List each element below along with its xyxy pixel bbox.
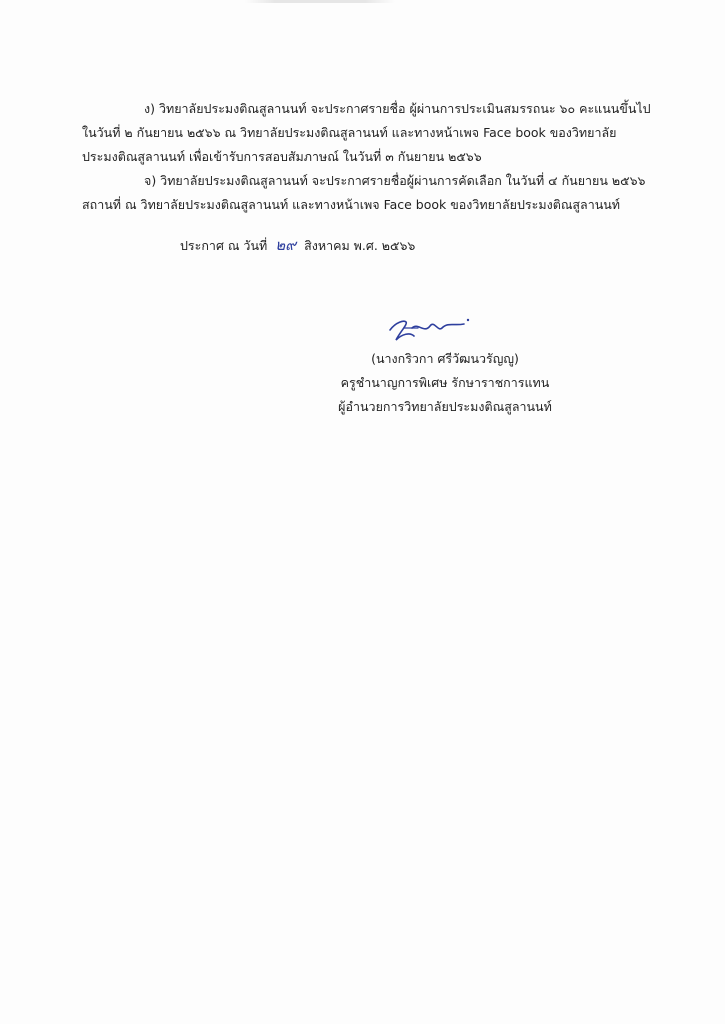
announcement-body [82, 97, 651, 217]
announcement-date [180, 233, 415, 258]
announcement-date-suffix: สิงหาคม พ.ศ. ๒๕๖๖ [304, 238, 416, 253]
handwritten-day: ๒๙ [275, 236, 297, 254]
paragraph-e-line-2: สถานที่ ณ วิทยาลัยประมงติณสูลานนท์ และทางหน้าเพจ Face book ของวิทยาลัยประมงติณสูลานนท์ [82, 197, 621, 212]
signer-position: ครูชำนาญการพิเศษ รักษาราชการแทน [340, 375, 550, 390]
paragraph-d-line-1: ง) วิทยาลัยประมงติณสูลานนท์ จะประกาศรายชื่อ ผู้ผ่านการประเมินสมรรถนะ ๖๐ คะแนนขึ้นไป [144, 101, 651, 116]
signer-block [300, 347, 590, 419]
paragraph-e-line-1: จ) วิทยาลัยประมงติณสูลานนท์ จะประกาศรายชื่อผู้ผ่านการคัดเลือก ในวันที่ ๔ กันยายน ๒๕๖๖ [144, 173, 646, 188]
signer-title: ผู้อำนวยการวิทยาลัยประมงติณสูลานนท์ [338, 399, 552, 414]
scan-artifact [245, 0, 395, 3]
paragraph-d-line-3: ประมงติณสูลานนท์ เพื่อเข้ารับการสอบสัมภาษณ์ ในวันที่ ๓ กันยายน ๒๕๖๖ [82, 149, 482, 164]
announcement-date-prefix: ประกาศ ณ วันที่ [180, 238, 268, 253]
signer-name: (นางกริวกา ศรีวัฒนวรัญญู) [371, 351, 519, 366]
signature-icon [384, 308, 474, 348]
paragraph-d-line-2: ในวันที่ ๒ กันยายน ๒๕๖๖ ณ วิทยาลัยประมงติณสูลานนท์ และทางหน้าเพจ Face book ของวิทยาลัย [82, 125, 617, 140]
